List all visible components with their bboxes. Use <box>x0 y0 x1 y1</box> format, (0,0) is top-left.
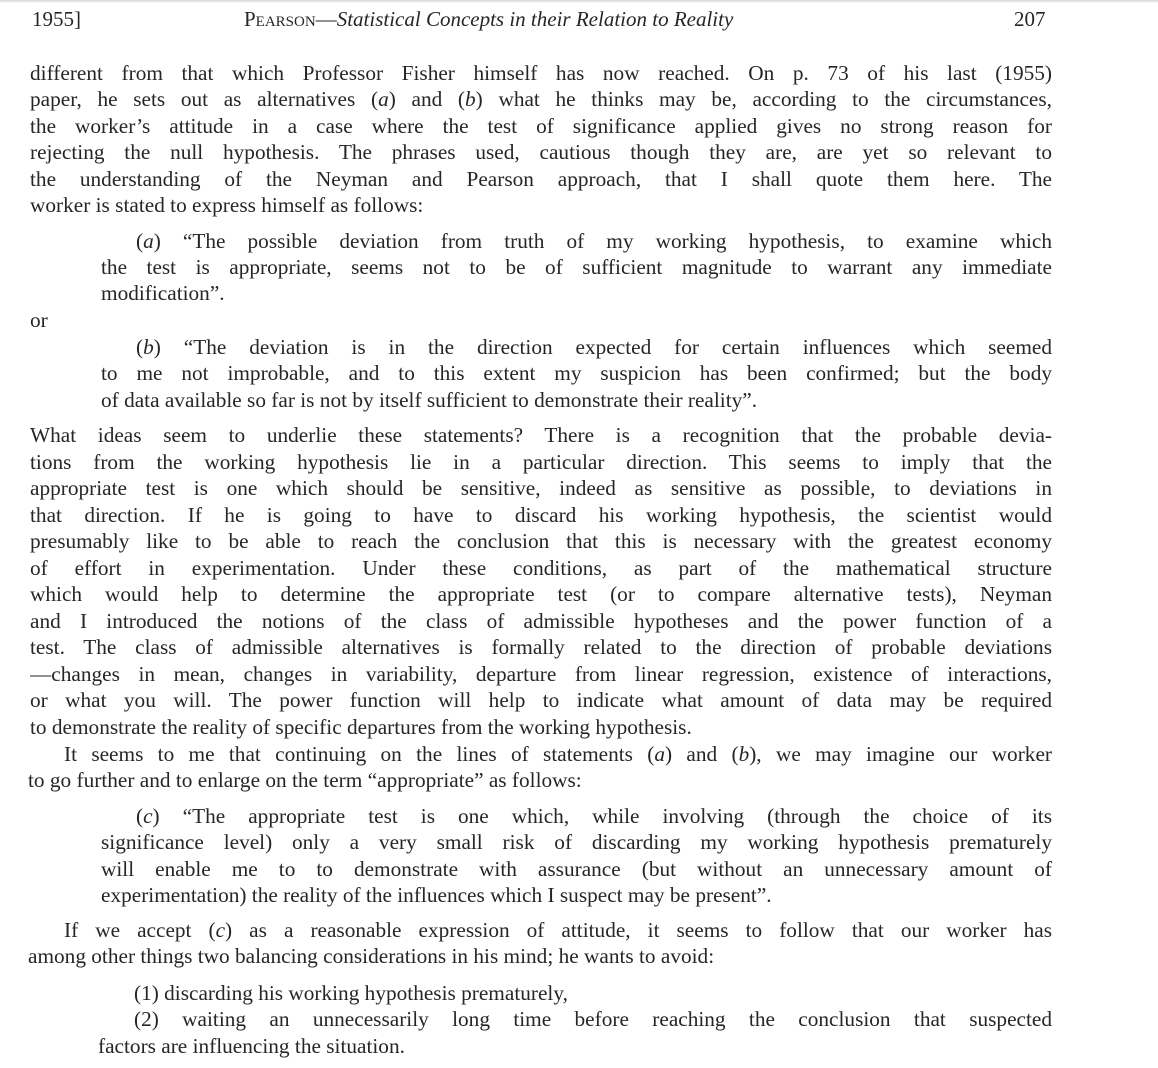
text-line: experimentation) the reality of the influences which I suspect may be present”. <box>101 883 772 907</box>
page-top-edge <box>0 0 1158 3</box>
text-line: the test is appropriate, seems not to be of sufficient magnitude to warrant any immediate <box>101 255 1052 279</box>
text-line: It seems to me that continuing on the lines of statements (a) and (b), we may imagine our worker <box>64 742 1052 766</box>
text-line: presumably like to be able to reach the conclusion that this is necessary with the greatest economy <box>30 529 1052 553</box>
text-line: appropriate test is one which should be sensitive, indeed as sensitive as possible, to deviations in <box>30 476 1052 500</box>
text-line: factors are influencing the situation. <box>98 1034 405 1058</box>
text-line: of data available so far is not by itself sufficient to demonstrate their reality”. <box>101 388 758 412</box>
text-line: modification”. <box>101 281 225 305</box>
text-line: the understanding of the Neyman and Pearson approach, that I shall quote them here. The <box>30 167 1052 191</box>
text-line: (b) “The deviation is in the direction expected for certain influences which seemed <box>136 335 1052 359</box>
running-head-author: Pearson <box>244 7 316 31</box>
text-line: different from that which Professor Fisher himself has now reached. On p. 73 of his last (1955) <box>30 61 1052 85</box>
text-line: (1) discarding his working hypothesis prematurely, <box>134 981 568 1005</box>
text-line: among other things two balancing considerations in his mind; he wants to avoid: <box>28 944 715 968</box>
text-line: paper, he sets out as alternatives (a) and (b) what he thinks may be, according to the circumstances, <box>30 87 1052 111</box>
text-line: which would help to determine the appropriate test (or to compare alternative tests), Neyman <box>30 582 1052 606</box>
running-head-article-title: Statistical Concepts in their Relation to Reality <box>336 7 734 31</box>
text-line: —changes in mean, changes in variability, departure from linear regression, existence of interactions, <box>30 662 1052 686</box>
text-line: and I introduced the notions of the class of admissible hypotheses and the power function of a <box>30 609 1052 633</box>
page-number: 207 <box>1014 7 1046 31</box>
running-head-title <box>244 6 733 32</box>
text-line: the worker’s attitude in a case where the test of significance applied gives no strong reason for <box>30 114 1052 138</box>
text-line: (a) “The possible deviation from truth of my working hypothesis, to examine which <box>136 229 1052 253</box>
running-head-dash: — <box>315 7 337 31</box>
text-line: of effort in experimentation. Under these conditions, as part of the mathematical structure <box>30 556 1052 580</box>
text-line: will enable me to to demonstrate with assurance (but without an unnecessary amount of <box>101 857 1052 881</box>
text-line: or <box>30 308 48 332</box>
text-line: If we accept (c) as a reasonable expression of attitude, it seems to follow that our worker has <box>64 918 1052 942</box>
running-head-year: 1955] <box>32 7 81 31</box>
text-line: or what you will. The power function will help to indicate what amount of data may be required <box>30 688 1052 712</box>
text-line: to demonstrate the reality of specific departures from the working hypothesis. <box>30 715 692 739</box>
text-line: that direction. If he is going to have to discard his working hypothesis, the scientist would <box>30 503 1052 527</box>
text-line: (2) waiting an unnecessarily long time before reaching the conclusion that suspected <box>134 1007 1052 1031</box>
text-line: worker is stated to express himself as follows: <box>30 193 424 217</box>
text-line: tions from the working hypothesis lie in a particular direction. This seems to imply that the <box>30 450 1052 474</box>
text-line: to go further and to enlarge on the term “appropriate” as follows: <box>28 768 582 792</box>
text-line: (c) “The appropriate test is one which, while involving (through the choice of its <box>136 804 1052 828</box>
text-line: test. The class of admissible alternatives is formally related to the direction of probable deviations <box>30 635 1052 659</box>
text-line: What ideas seem to underlie these statements? There is a recognition that the probable devia- <box>30 423 1052 447</box>
text-line: rejecting the null hypothesis. The phrases used, cautious though they are, are yet so relevant to <box>30 140 1052 164</box>
text-line: significance level) only a very small risk of discarding my working hypothesis prematurely <box>101 830 1052 854</box>
text-line: to me not improbable, and to this extent my suspicion has been confirmed; but the body <box>101 361 1052 385</box>
